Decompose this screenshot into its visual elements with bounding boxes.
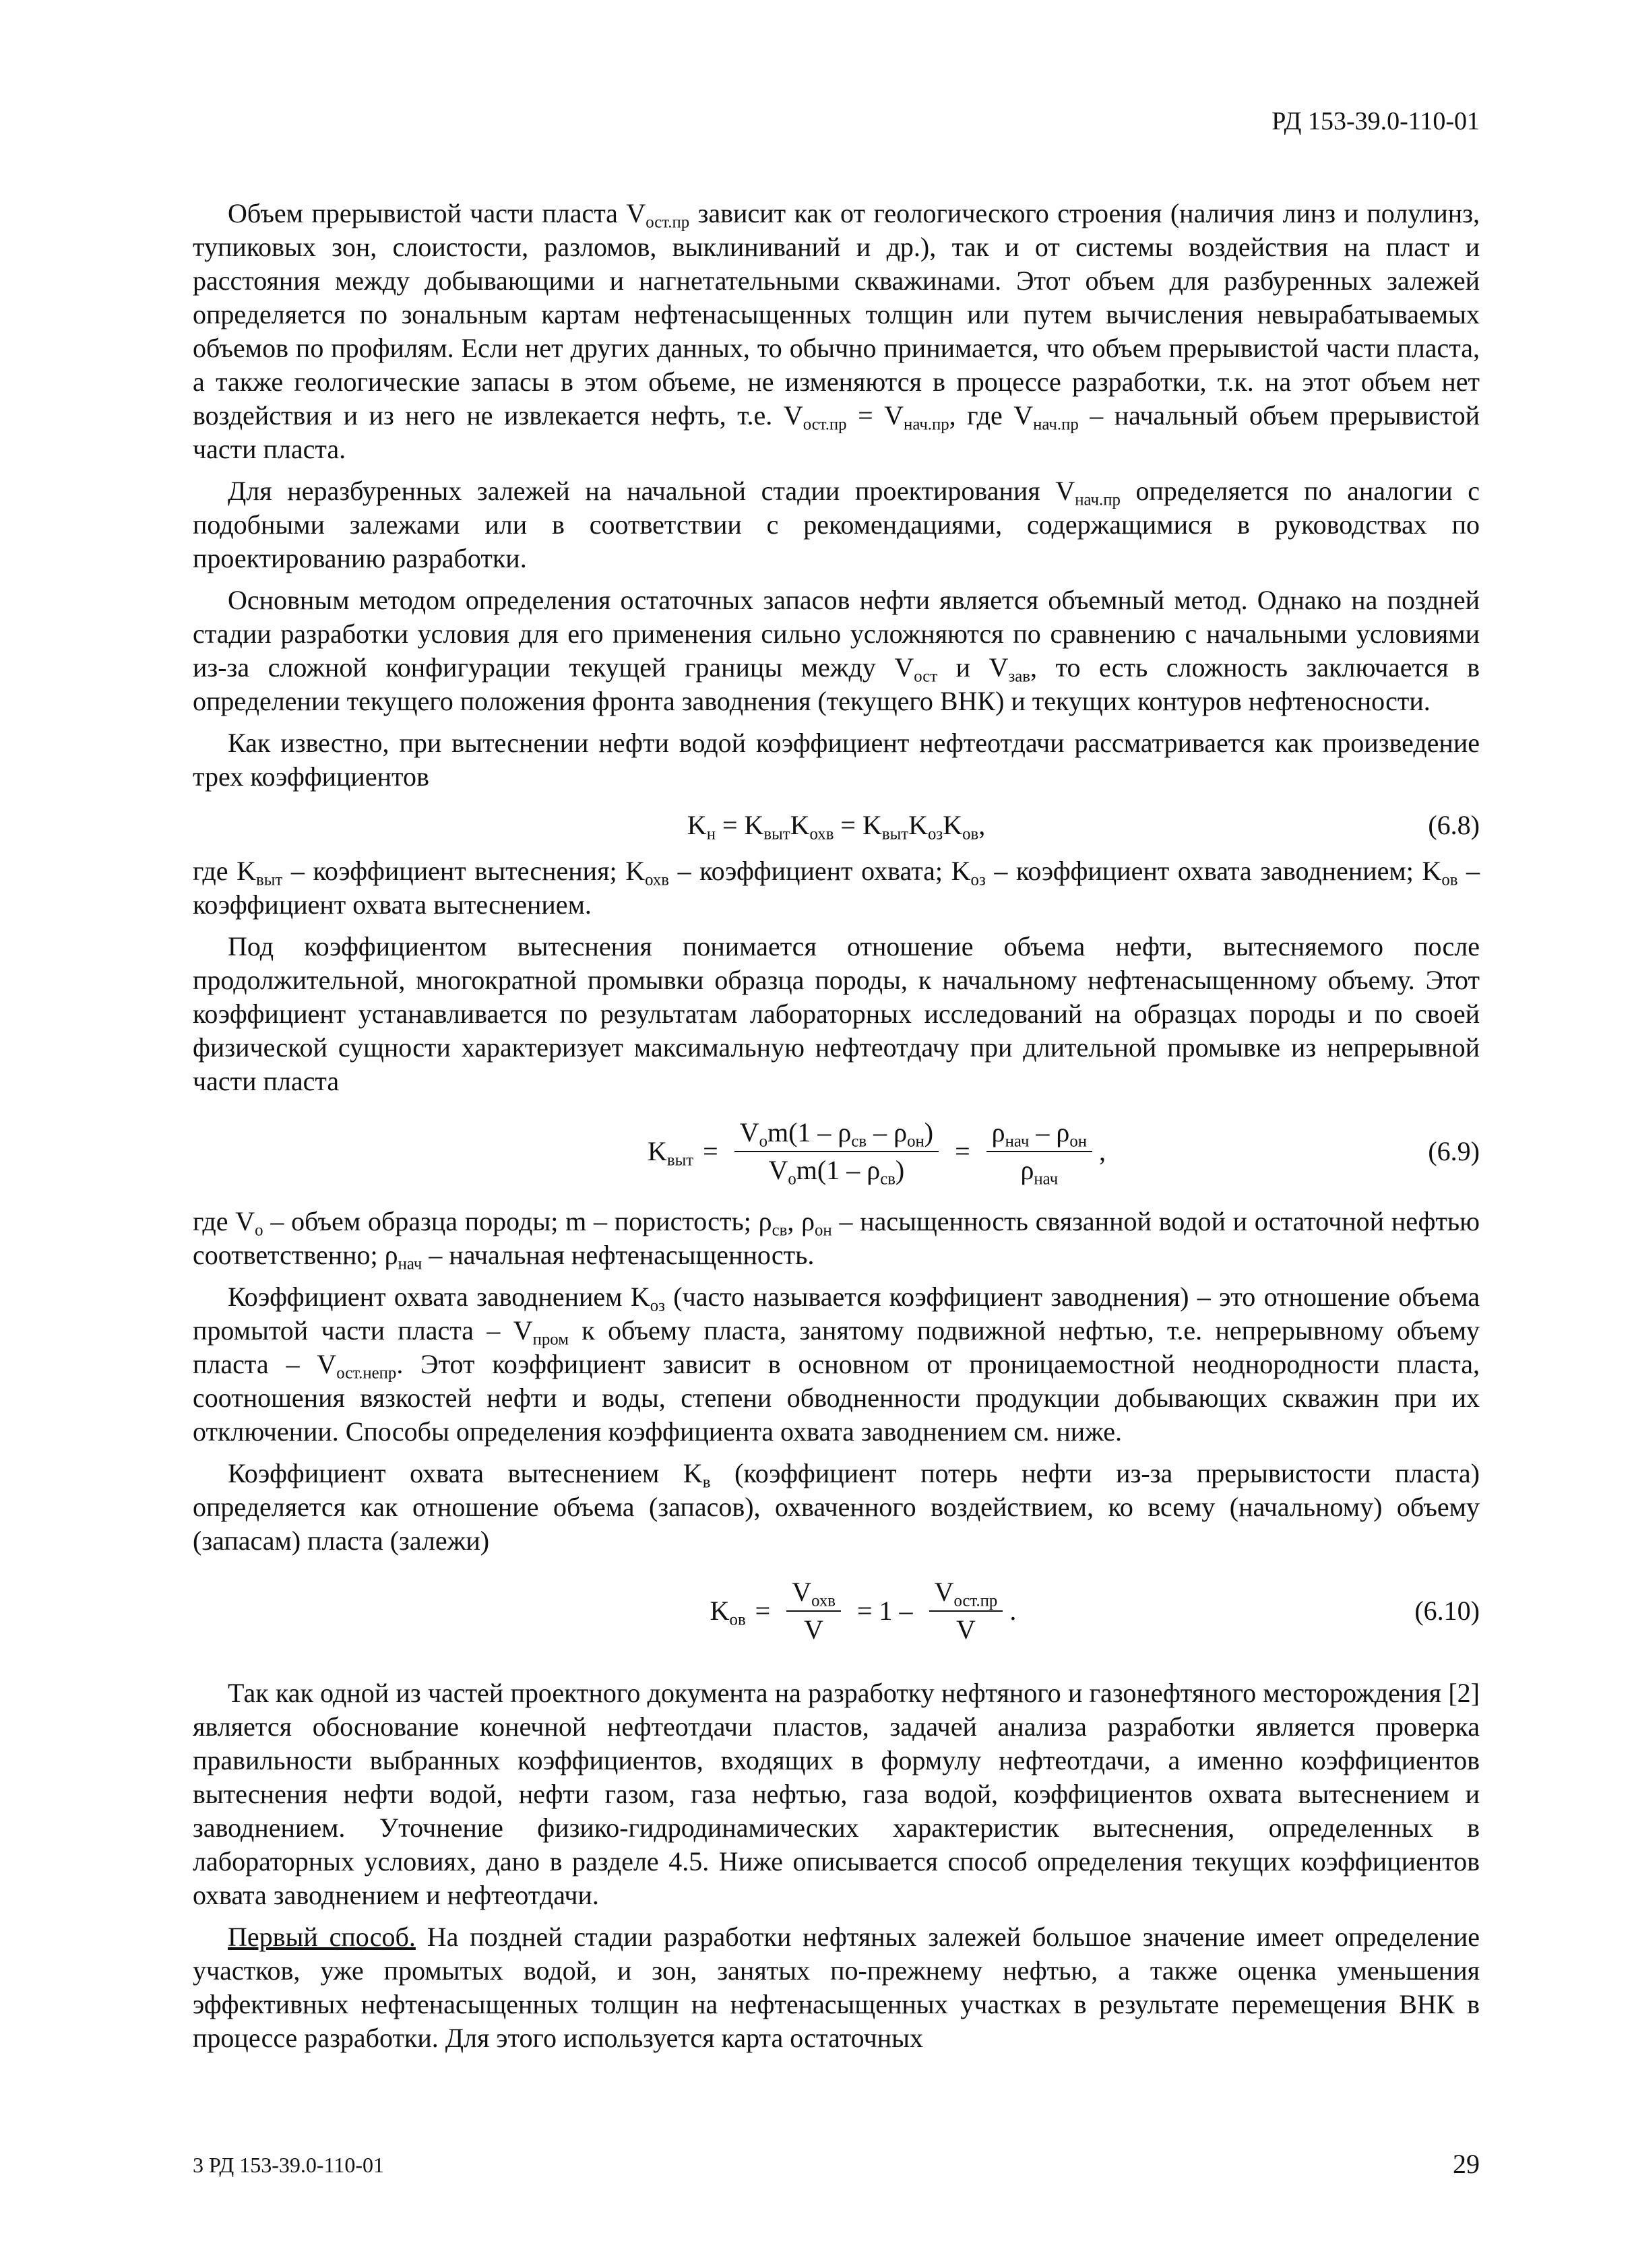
eq69-lhs: $K_{выт}$ [648, 1136, 694, 1170]
paragraph-1: Объем прерывистой части пласта $V_{ост.пр}$ зависит как от геологического строения (наличия линз и полулинз, тупиковых зон, слоистости, разломов, выклиниваний и др.), так и от системы воздействия на пласт и расстояния между добывающими и нагнетательными скважинами. Этот объем для разбуренных залежей определяется по зональным картам нефтенасыщенных толщин или путем вычисления невырабатываемых объемов по профилям. Если нет других данных, то обычно принимается, что объем прерывистой части пласта, а также геологические запасы в этом объеме, не изменяются в процессе разработки, т.к. на этот объем нет воздействия и из него не извлекается нефть, т.е. $V_{ост.пр} = V_{нач.пр}$, где $V_{нач.пр}$ – начальный объем прерывистой части пласта. [193, 198, 1480, 464]
eq69-fraction-1-denominator: $V_оm(1 - \rho_{св})$ [768, 1155, 905, 1189]
eq610-equals: = [755, 1596, 771, 1626]
eq610-lhs: $K_{ов}$ [710, 1596, 746, 1629]
eq610-fraction-2-denominator: V [956, 1614, 976, 1645]
eq69-equals-2: = [955, 1136, 970, 1166]
equation-6-8-body: $K_н = K_{выт}K_{охв} = K_{выт}K_{оз}K_{ов}$, [687, 810, 986, 844]
eq69-fraction-1 [734, 1116, 939, 1187]
equation-number-6-8: (6.8) [1428, 810, 1480, 840]
eq610-fraction-1-numerator: $V_{охв}$ [786, 1575, 841, 1612]
eq69-fraction-1-numerator: $V_оm(1 - \rho_{св} - \rho_{он})$ [734, 1116, 939, 1152]
paragraph-2: Для неразбуренных залежей на начальной стадии проектирования $V_{нач.пр}$ определяется по аналогии с подобными залежами или в соответствии с рекомендациями, содержащимися в руководствах по проектированию разработки. [193, 476, 1480, 573]
paragraph-6: Под коэффициентом вытеснения понимается отношение объема нефти, вытесняемого после продолжительной, многократной промывки образца породы, к начальному нефтенасыщенному объему. Этот коэффициент устанавливается по результатам лабораторных исследований на образцах породы и по своей физической сущности характеризует максимальную нефтеотдачу при длительной промывке из непрерывной части пласта [193, 931, 1480, 1096]
eq69-fraction-2-numerator: $\rho_{нач} - \rho_{он}$ [986, 1116, 1092, 1152]
eq610-period: . [1009, 1596, 1017, 1626]
paragraph-4: Как известно, при вытеснении нефти водой коэффициент нефтеотдачи рассматривается как произведение трех коэффициентов [193, 728, 1480, 792]
paragraph-11: Первый способ. На поздней стадии разработки нефтяных залежей большое значение имеет определение участков, уже промытых водой, и зон, занятых по-прежнему нефтью, а также оценка уменьшения эффективных нефтенасыщенных толщин на нефтенасыщенных участках в результате перемещения ВНК в процессе разработки. Для этого используется карта остаточных [193, 1922, 1480, 2053]
equation-number-6-10: (6.10) [1414, 1596, 1480, 1626]
eq69-fraction-2 [986, 1116, 1092, 1187]
paragraph-8: Коэффициент охвата заводнением $K_{оз}$ (часто называется коэффициент заводнения) – это отношение объема промытой части пласта – $V_{пром}$ к объему пласта, занятому подвижной нефтью, т.е. непрерывному объему пласта – $V_{ост.непр}$. Этот коэффициент зависит в основном от проницаемостной неоднородности пласта, соотношения вязкостей нефти и воды, степени обводненности продукции добывающих скважин при их отключении. Способы определения коэффициента охвата заводнением см. ниже. [193, 1282, 1480, 1447]
equation-6-10 [193, 1575, 1480, 1647]
paragraph-7: где $V_о$ – объем образца породы; m – пористость; $\rho_{св}$, $\rho_{он}$ – насыщенность связанной водой и остаточной нефтью соответственно; $\rho_{нач}$ – начальная нефтенасыщенность. [193, 1206, 1480, 1273]
eq610-fraction-1-denominator: V [804, 1614, 824, 1645]
eq69-fraction-2-denominator: $\rho_{нач}$ [1020, 1155, 1059, 1189]
equation-6-8 [193, 809, 1480, 842]
footer-doc-code: 3 РД 153-39.0-110-01 [193, 2153, 384, 2177]
eq610-fraction-2-numerator: $V_{ост.пр}$ [929, 1575, 1003, 1612]
eq69-equals-1: = [703, 1136, 718, 1166]
paragraph-9: Коэффициент охвата вытеснением $K_в$ (коэффициент потерь нефти из-за прерывистости пласта) определяется как отношение объема (запасов), охваченного воздействием, ко всему (начальному) объему (запасам) пласта (залежи) [193, 1458, 1480, 1556]
eq610-fraction-1 [786, 1575, 841, 1647]
equation-6-9 [193, 1116, 1480, 1187]
underlined-term: Первый способ. [228, 1922, 416, 1952]
page-header-doc-code: РД 153-39.0-110-01 [1272, 107, 1480, 135]
paragraph-10: Так как одной из частей проектного документа на разработку нефтяного и газонефтяного месторождения [2] является обоснование конечной нефтеотдачи пластов, задачей анализа разработки является проверка правильности выбранных коэффициентов, входящих в формулу нефтеотдачи, а именно коэффициентов вытеснения нефти водой, нефти газом, газа нефтью, газа водой, коэффициентов охвата вытеснением и заводнением. Уточнение физико-гидродинамических характеристик вытеснения, определенных в лабораторных условиях, дано в разделе 4.5. Ниже описывается способ определения текущих коэффициентов охвата заводнением и нефтеотдачи. [193, 1678, 1480, 1910]
equation-number-6-9: (6.9) [1428, 1136, 1480, 1166]
paragraph-3: Основным методом определения остаточных запасов нефти является объемный метод. Однако на поздней стадии разработки условия для его применения сильно усложняются по сравнению с начальными условиями из-за сложной конфигурации текущей границы между $V_{ост}$ и $V_{зав}$, то есть сложность заключается в определении текущего положения фронта заводнения (текущего ВНК) и текущих контуров нефтеносности. [193, 585, 1480, 716]
document-body [193, 197, 1480, 2063]
eq610-fraction-2 [929, 1575, 1003, 1647]
paragraph-5: где $K_{выт}$ – коэффициент вытеснения; $K_{охв}$ – коэффициент охвата; $K_{оз}$ – коэффициент охвата заводнением; $K_{ов}$ – коэффициент охвата вытеснением. [193, 856, 1480, 920]
eq69-comma: , [1099, 1136, 1106, 1166]
page-number: 29 [1453, 2149, 1480, 2179]
eq610-equals-one-minus: = 1 – [857, 1596, 913, 1626]
